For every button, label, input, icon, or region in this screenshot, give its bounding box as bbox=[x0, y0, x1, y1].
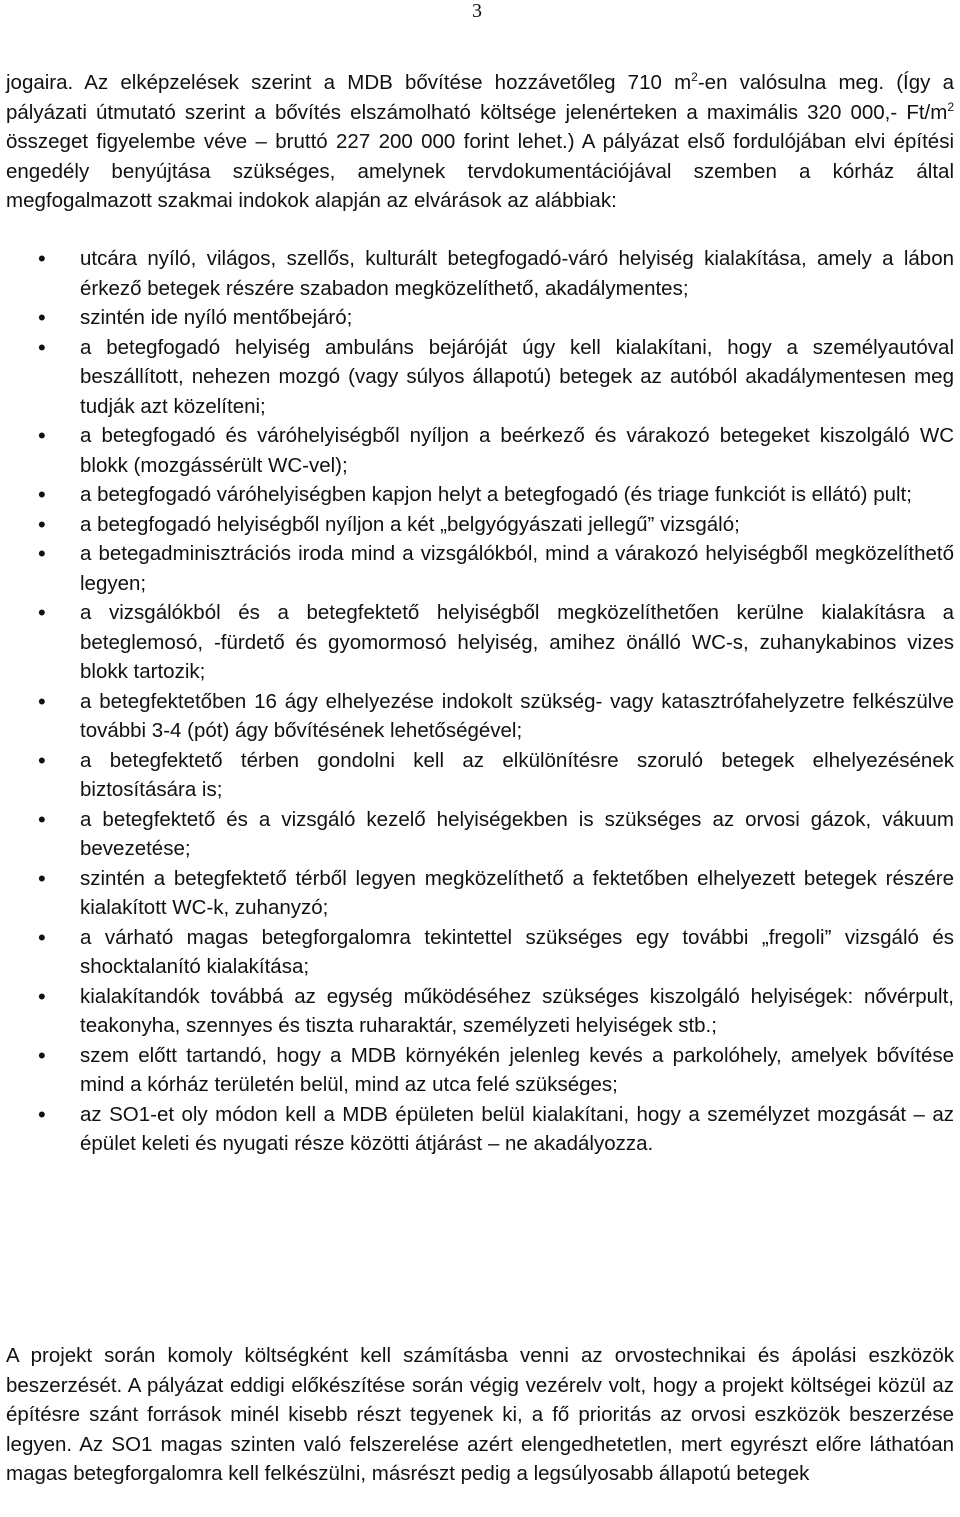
list-item: • utcára nyíló, világos, szellős, kulturált betegfogadó-váró helyiség kialakítása, amely a lábon érkező betegek részére szabadon megközelíthető, akadálymentes; bbox=[0, 244, 954, 303]
list-item: • a betegadminisztrációs iroda mind a vizsgálókból, mind a várakozó helyiségből megközelíthető legyen; bbox=[0, 539, 954, 598]
requirements-list bbox=[0, 244, 954, 1159]
list-item: • a betegfogadó váróhelyiségben kapjon helyt a betegfogadó (és triage funkciót is ellátó) pult; bbox=[0, 480, 954, 510]
list-item: • a betegfogadó helyiség ambuláns bejáróját úgy kell kialakítani, hogy a személyautóval beszállított, nehezen mozgó (vagy súlyos állapotú) betegek az autóból akadálymentesen meg tudják azt közelíteni; bbox=[0, 333, 954, 422]
list-item: • a betegfogadó és váróhelyiségből nyíljon a beérkező és várakozó betegeket kiszolgáló WC blokk (mozgássérült WC-vel); bbox=[0, 421, 954, 480]
list-item: • kialakítandók továbbá az egység működéséhez szükséges kiszolgáló helyiségek: nővérpult, teakonyha, szennyes és tiszta ruharaktár, személyzeti helyiségek stb.; bbox=[0, 982, 954, 1041]
page-number: 3 bbox=[472, 0, 482, 22]
final-paragraph: A projekt során komoly költségként kell számításba venni az orvostechnikai és ápolási eszközök beszerzését. A pályázat eddigi előkészítése során végig vezérelv volt, hogy a projekt költségei közül az építésre szánt források minél kisebb részt tegyenek ki, a fő prioritás az orvosi eszközök beszerzése legyen. Az SO1 magas szinten való felszerelése azért elengedhetetlen, mert egyrészt előre láthatóan magas betegforgalomra kell felkészülni, másrészt pedig a legsúlyosabb állapotú betegek bbox=[6, 1344, 954, 1485]
list-item: • a várható magas betegforgalomra tekintettel szükséges egy további „fregoli” vizsgáló és shocktalanító kialakítása; bbox=[0, 923, 954, 982]
intro-paragraph bbox=[6, 68, 954, 216]
list-item: • a betegfektető térben gondolni kell az elkülönítésre szoruló betegek elhelyezésének biztosítására is; bbox=[0, 746, 954, 805]
list-item: • a betegfogadó helyiségből nyíljon a két „belgyógyászati jellegű” vizsgáló; bbox=[0, 510, 954, 540]
intro-text-2: -en valósulna meg. (Így a pályázati útmutató szerint a bővítés elszámolható költsége jelenérteken a maximális 320 000,- Ft/m bbox=[6, 71, 954, 124]
intro-text-1: jogaira. Az elképzelések szerint a MDB bővítése hozzávetőleg 710 m bbox=[6, 71, 692, 94]
list-item: • a betegfektetőben 16 ágy elhelyezése indokolt szükség- vagy katasztrófahelyzetre felkészülve további 3-4 (pót) ágy bővítésének lehetőségével; bbox=[0, 687, 954, 746]
list-item: • a vizsgálókból és a betegfektető helyiségből megközelíthetően kerülne kialakításra a beteglemosó, -fürdető és gyomormosó helyiség, amihez önálló WC-s, zuhanykabinos vizes blokk tartozik; bbox=[0, 598, 954, 687]
list-item: • szem előtt tartandó, hogy a MDB környékén jelenleg kevés a parkolóhely, amelyek bővítése mind a kórház területén belül, mind az utca felé szükséges; bbox=[0, 1041, 954, 1100]
superscript-2: 2 bbox=[691, 70, 698, 84]
list-item: • szintén ide nyíló mentőbejáró; bbox=[0, 303, 954, 333]
list-item: • a betegfektető és a vizsgáló kezelő helyiségekben is szükséges az orvosi gázok, vákuum bevezetése; bbox=[0, 805, 954, 864]
superscript-2: 2 bbox=[947, 99, 954, 114]
list-item: • az SO1-et oly módon kell a MDB épületen belül kialakítani, hogy a személyzet mozgását – az épület keleti és nyugati része közötti átjárást – ne akadályozza. bbox=[0, 1100, 954, 1159]
list-item: • szintén a betegfektető térből legyen megközelíthető a fektetőben elhelyezett betegek részére kialakított WC-k, zuhanyzó; bbox=[0, 864, 954, 923]
intro-text-3: összeget figyelembe véve – bruttó 227 200 000 forint lehet.) A pályázat első fordulójában elvi építési engedély benyújtása szükséges, amelynek tervdokumentációjával szemben a kórház által megfogalmazott szakmai indokok alapján az elvárások az alábbiak: bbox=[6, 130, 954, 212]
